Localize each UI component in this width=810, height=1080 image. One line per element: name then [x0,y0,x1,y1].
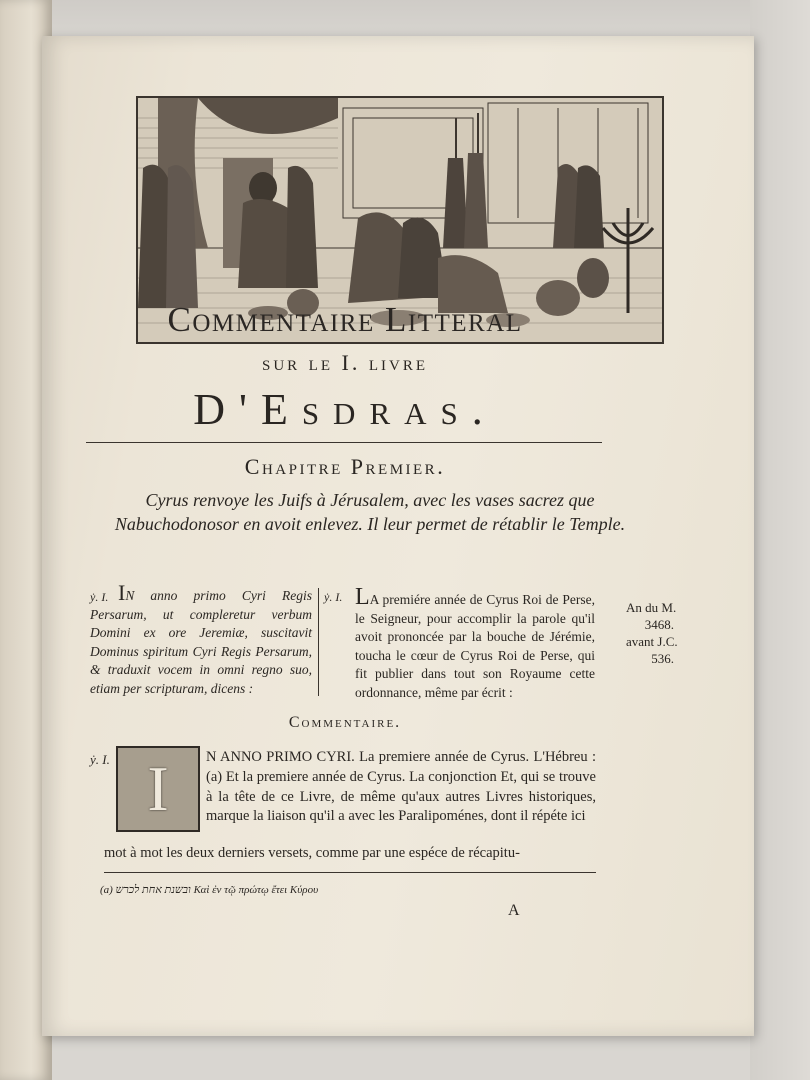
margin-line-4: 536. [651,651,674,666]
title-commentaire: Commentaire Litteral [167,300,523,339]
footnote-rule [104,872,596,873]
signature-mark: A [508,902,520,919]
latin-verse-text: N anno primo Cyri Regis Persarum, ut compleretur verbum Domini ex ore Jeremiæ, suscitavit Dominus spiritum Cyri Regis Persarum, & traduxit vocem in omni regno suo, etiam per scripturam, dicens : [90,588,312,696]
title-book-name: D'Esdras. [193,385,497,434]
column-divider [318,588,319,696]
french-initial: L [355,584,370,610]
latin-initial: I [118,580,126,605]
margin-line-2: 3468. [644,617,674,632]
title-subtitle: sur le I. livre [262,350,428,375]
ornamental-dropcap: I [116,746,200,832]
background-top [0,0,810,40]
title-rule [86,442,602,443]
commentary-text: N ANNO PRIMO CYRI. La premiere année de Cyrus. L'Hébreu : (a) Et la premiere année de Cyrus. La conjonction Et, qui se trouve à la tête de ce Livre, de même qu'aux autres Livres historiques, marque la liaison qu'il a avec les Paralipoménes, dont il répéte ici [206,749,596,825]
commentary-heading: Commentaire. [288,714,402,731]
latin-verse-number: ẏ. I. [90,590,109,604]
french-verse-number: ẏ. I. [324,590,343,604]
commentary-verse-number: ẏ. I. [90,752,110,767]
commentary-continuation: mot à mot les deux derniers versets, comme par une espéce de récapitu- [104,845,520,861]
margin-line-3: avant J.C. [626,634,678,649]
margin-line-1: An du M. [626,600,677,615]
french-verse [355,584,595,702]
latin-verse [90,580,312,698]
chapter-summary: Cyrus renvoye les Juifs à Jérusalem, avec les vases sacrez que Nabuchodonosor en avoit enlevez. Il leur permet de rétablir le Temple. [114,490,626,534]
french-verse-text: A premiére année de Cyrus Roi de Perse, le Seigneur, pour accomplir la parole qu'il avoit prononcée par la bouche de Jérémie, toucha le cœur de Cyrus Roi de Perse, qui fit publier dans tout son Royaume cette ordonnance, même par écrit : [355,592,595,700]
margin-date-note [626,599,694,667]
background-right [750,0,810,1080]
footnote: (a) ובשנת אחת לכרש Καὶ ἐν τῷ πρώτῳ ἔτει Κύρου [100,884,319,896]
chapter-heading: Chapitre Premier. [244,454,446,479]
